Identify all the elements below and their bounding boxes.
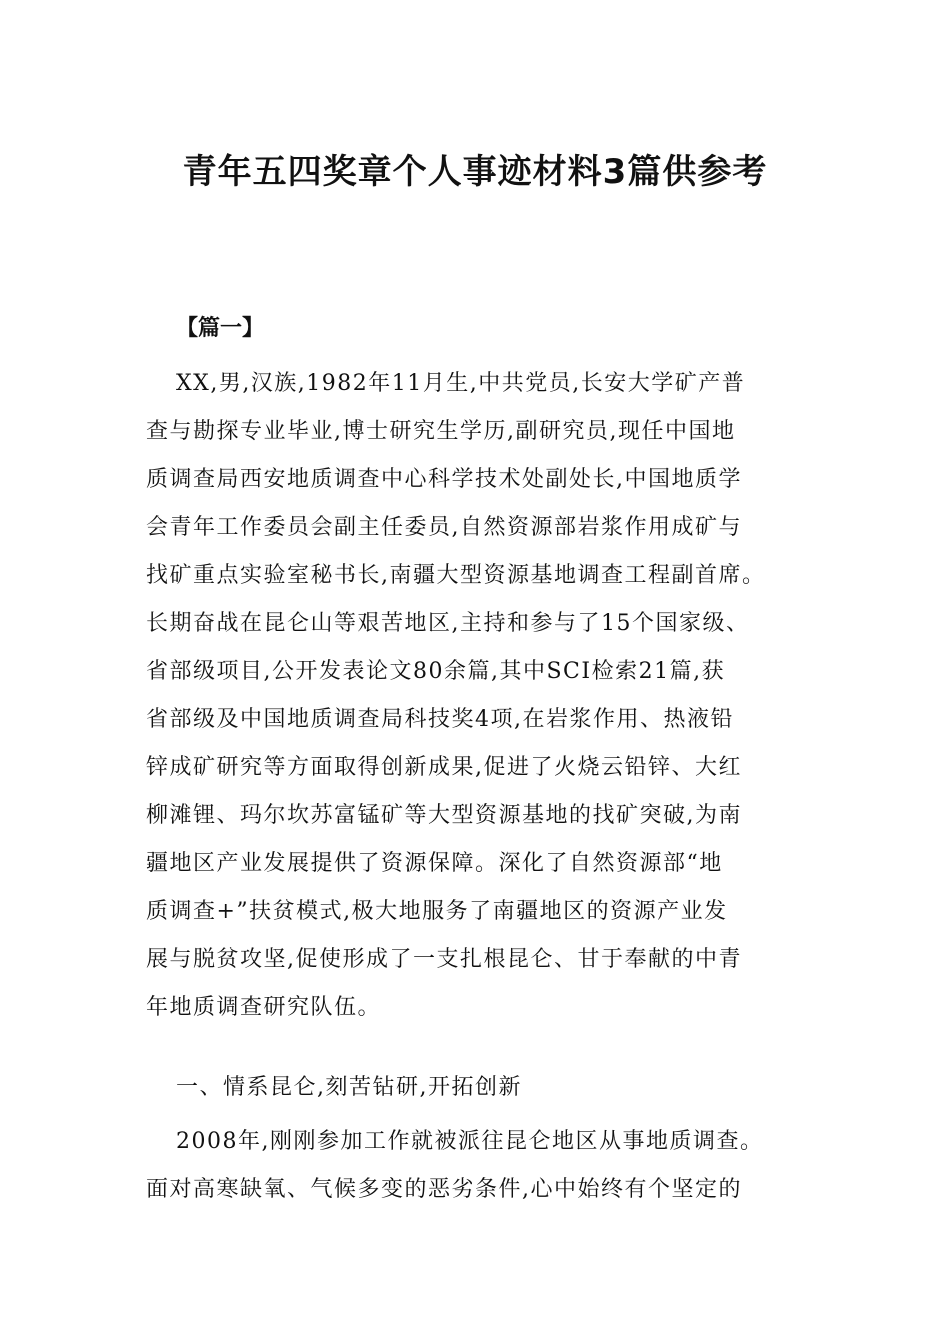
subheading-block (146, 1064, 806, 1112)
paragraph-line: 面对高寒缺氧、气候多变的恶劣条件,心中始终有个坚定的 (146, 1177, 742, 1202)
document-title: 青年五四奖章个人事迹材料3篇供参考 (182, 152, 768, 192)
paragraph-line: 展与脱贫攻坚,促使形成了一支扎根昆仑、甘于奉献的中青 (146, 947, 742, 972)
paragraph-2 (146, 1118, 806, 1214)
paragraph-line: 省部级项目,公开发表论文80余篇,其中SCI检索21篇,获 (146, 659, 726, 684)
paragraph-line: 锌成矿研究等方面取得创新成果,促进了火烧云铅锌、大红 (146, 755, 742, 780)
section-heading: 【篇一】 (176, 316, 265, 341)
paragraph-line: 省部级及中国地质调查局科技奖4项,在岩浆作用、热液铅 (146, 707, 734, 732)
paragraph-line: 疆地区产业发展提供了资源保障。深化了自然资源部“地 (146, 851, 723, 876)
paragraph-line: 长期奋战在昆仑山等艰苦地区,主持和参与了15个国家级、 (146, 611, 750, 636)
paragraph-line: 年地质调查研究队伍。 (146, 995, 382, 1020)
paragraph-line: XX,男,汉族,1982年11月生,中共党员,长安大学矿产普 (176, 371, 746, 396)
paragraph-1 (146, 360, 806, 1032)
paragraph-line: 质调查+”扶贫模式,极大地服务了南疆地区的资源产业发 (146, 899, 728, 924)
paragraph-line: 2008年,刚刚参加工作就被派往昆仑地区从事地质调查。 (176, 1129, 764, 1154)
paragraph-line: 查与勘探专业毕业,博士研究生学历,副研究员,现任中国地 (146, 419, 736, 444)
paragraph-line: 找矿重点实验室秘书长,南疆大型资源基地调查工程副首席。 (146, 563, 766, 588)
paragraph-line: 质调查局西安地质调查中心科学技术处副处长,中国地质学 (146, 467, 742, 492)
paragraph-line: 柳滩锂、玛尔坎苏富锰矿等大型资源基地的找矿突破,为南 (146, 803, 742, 828)
paragraph-line: 会青年工作委员会副主任委员,自然资源部岩浆作用成矿与 (146, 515, 742, 540)
subheading: 一、情系昆仑,刻苦钻研,开拓创新 (176, 1075, 522, 1100)
